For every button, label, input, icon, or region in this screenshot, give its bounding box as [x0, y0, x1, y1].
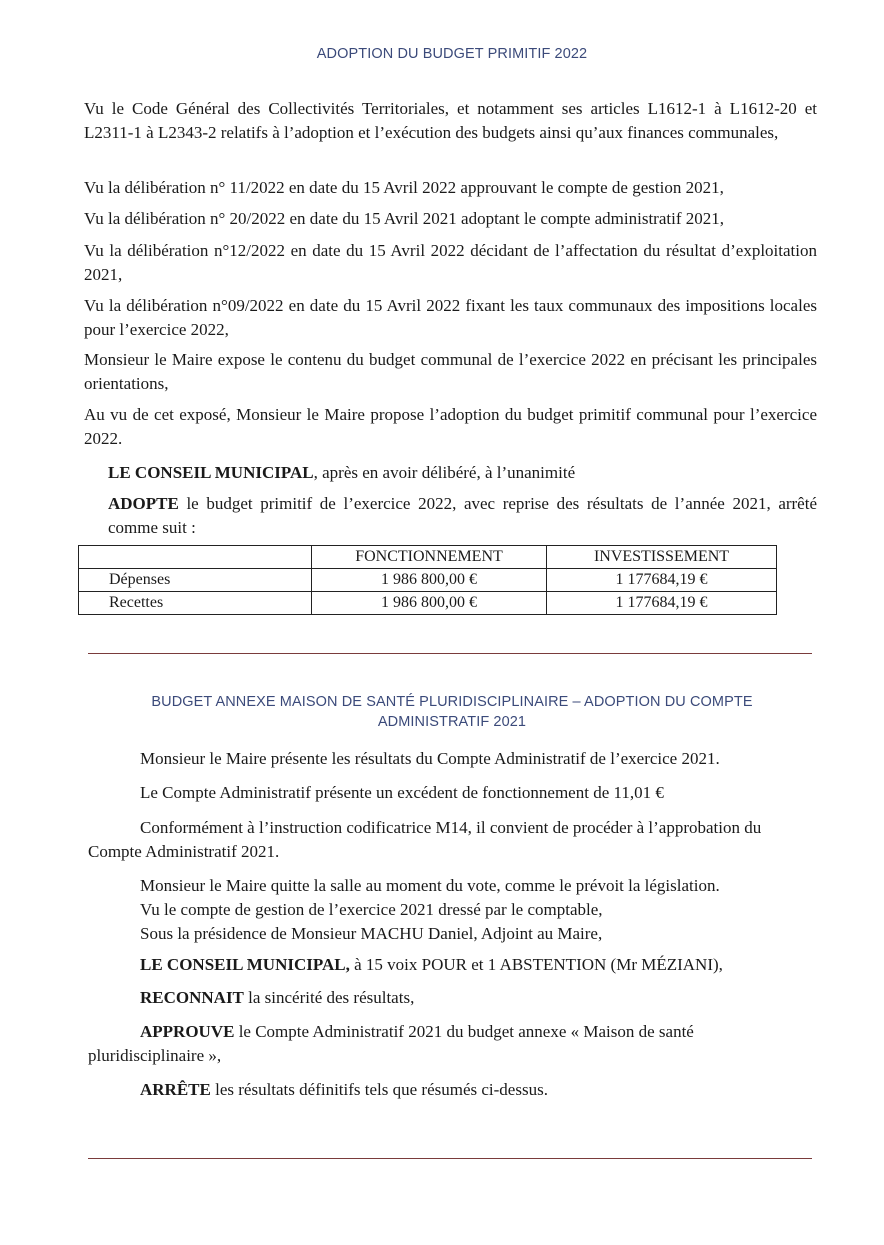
paragraph-vote-context [140, 874, 820, 946]
paragraph-maire-expose: Monsieur le Maire expose le contenu du budget communal de l’exercice 2022 en précisant les principales orientations, [84, 350, 817, 393]
table-header-cell [79, 546, 312, 569]
approuve-continuation: pluridisciplinaire », [88, 1046, 222, 1065]
text-line: Vu le compte de gestion de l’exercice 2021 dressé par le comptable, [140, 900, 603, 919]
section-title-line: ADMINISTRATIF 2021 [377, 714, 527, 730]
arrete-statement [140, 1078, 820, 1102]
table-cell: 1 986 800,00 € [312, 592, 547, 615]
council-vote-text: à 15 voix POUR et 1 ABSTENTION (Mr MÉZIANI), [349, 955, 723, 974]
council-decision [108, 461, 817, 485]
paragraph-excedent: Le Compte Administratif présente un excédent de fonctionnement de 11,01 € [140, 783, 664, 802]
section-title-budget-primitif: ADOPTION DU BUDGET PRIMITIF 2022 [316, 46, 588, 62]
council-label: LE CONSEIL MUNICIPAL, [140, 955, 350, 974]
text-line: Monsieur le Maire quitte la salle au moment du vote, comme le prévoit la législation. [140, 876, 720, 895]
text-line: Sous la présidence de Monsieur MACHU Daniel, Adjoint au Maire, [140, 924, 603, 943]
paragraph-maire-presente: Monsieur le Maire présente les résultats du Compte Administratif de l’exercice 2021. [140, 749, 720, 768]
council-text: , après en avoir délibéré, à l’unanimité [313, 463, 576, 482]
reconnait-text: la sincérité des résultats, [243, 988, 415, 1007]
approuve-label: APPROUVE [140, 1022, 235, 1041]
section-title-line: BUDGET ANNEXE MAISON DE SANTÉ PLURIDISCIPLINAIRE – ADOPTION DU COMPTE [151, 694, 753, 710]
adopte-statement [108, 492, 817, 540]
approuve-statement [140, 1020, 820, 1044]
approuve-text: le Compte Administratif 2021 du budget annexe « Maison de santé [234, 1022, 694, 1041]
paragraph-conformement-line1: Conformément à l’instruction codificatrice M14, il convient de procéder à l’approbation du [140, 818, 762, 837]
section-title-maison-sante [60, 692, 844, 732]
council-vote [140, 953, 820, 977]
paragraph-deliberation-12: Vu la délibération n°12/2022 en date du 15 Avril 2022 décidant de l’affectation du résultat d’exploitation 2021, [84, 241, 817, 284]
reconnait-statement [140, 986, 820, 1010]
paragraph-maire-propose: Au vu de cet exposé, Monsieur le Maire propose l’adoption du budget primitif communal pour l’exercice 2022. [84, 405, 817, 448]
table-row [79, 592, 777, 615]
reconnait-label: RECONNAIT [140, 988, 244, 1007]
arrete-label: ARRÊTE [140, 1080, 211, 1099]
budget-table [78, 545, 777, 615]
paragraph-conformement-line2: Compte Administratif 2021. [88, 842, 280, 861]
table-cell: 1 177684,19 € [547, 592, 777, 615]
paragraph-deliberation-11: Vu la délibération n° 11/2022 en date du 15 Avril 2022 approuvant le compte de gestion 2021, [84, 178, 724, 197]
table-cell: Recettes [79, 592, 312, 615]
council-label: LE CONSEIL MUNICIPAL [108, 463, 314, 482]
table-header-cell: INVESTISSEMENT [547, 546, 777, 569]
table-header-cell: FONCTIONNEMENT [312, 546, 547, 569]
adopte-label: ADOPTE [108, 494, 179, 513]
table-row [79, 569, 777, 592]
table-cell: 1 177684,19 € [547, 569, 777, 592]
paragraph-deliberation-09: Vu la délibération n°09/2022 en date du 15 Avril 2022 fixant les taux communaux des impositions locales pour l’exercice 2022, [84, 296, 817, 339]
section-divider [88, 1158, 812, 1159]
section-divider [88, 653, 812, 654]
paragraph-deliberation-20: Vu la délibération n° 20/2022 en date du 15 Avril 2021 adoptant le compte administratif 2021, [84, 209, 724, 228]
table-header-row [79, 546, 777, 569]
arrete-text: les résultats définitifs tels que résumés ci-dessus. [210, 1080, 548, 1099]
table-cell: Dépenses [79, 569, 312, 592]
paragraph-code-general: Vu le Code Général des Collectivités Territoriales, et notamment ses articles L1612-1 à L1612-20 et L2311-1 à L2343-2 relatifs à l’adoption et l’exécution des budgets ainsi qu’aux finances communales, [84, 99, 817, 142]
table-cell: 1 986 800,00 € [312, 569, 547, 592]
adopte-text: le budget primitif de l’exercice 2022, avec reprise des résultats de l’année 2021, arrêté comme suit : [108, 494, 817, 537]
